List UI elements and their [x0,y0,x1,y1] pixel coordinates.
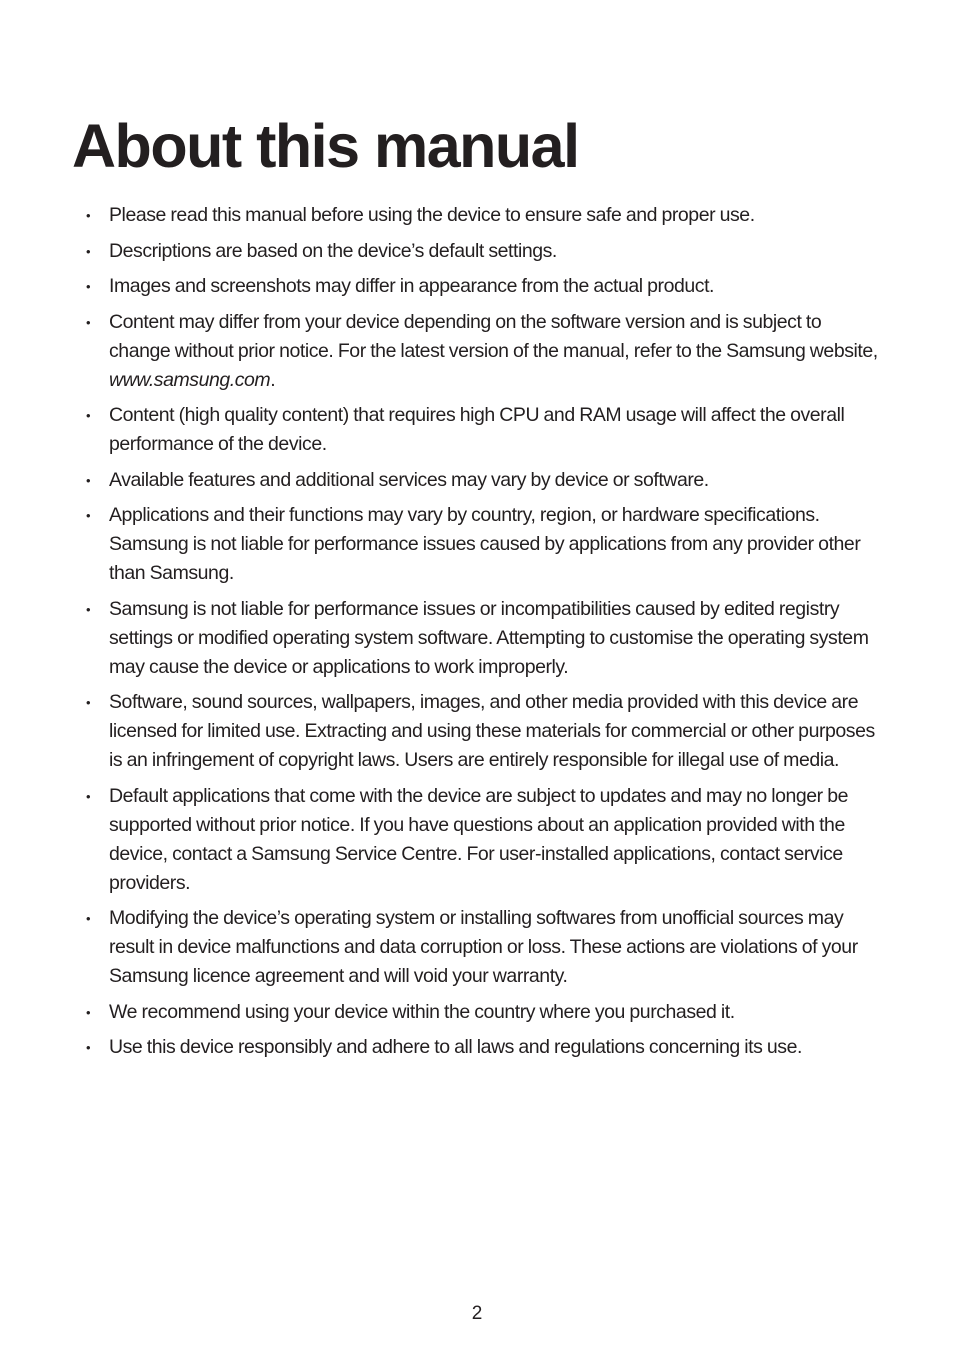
bullet-icon: • [86,279,91,294]
list-item [84,501,884,588]
list-item [84,466,884,495]
list-item-text: Available features and additional services may vary by device or software. [109,468,709,491]
bullet-icon: • [86,1040,91,1055]
bullet-icon: • [86,601,91,617]
list-item [84,237,884,266]
bullet-icon: • [86,243,91,259]
notice-list [84,201,884,1069]
bullet-icon: • [86,408,91,423]
list-item-text: Content may differ from your device depending on the software version and is subject to change without prior notice. For the latest version of the manual, refer to the Samsung website, [109,310,878,362]
list-item-text: Use this device responsibly and adhere to all laws and regulations concerning its use. [109,1036,802,1058]
samsung-website-link[interactable]: www.samsung.com [109,368,271,391]
list-item [84,201,884,230]
bullet-icon: • [86,1004,91,1020]
list-item [84,904,884,991]
bullet-icon: • [86,788,91,804]
list-item-text: Images and screenshots may differ in appearance from the actual product. [109,275,715,297]
page-number: 2 [471,1303,483,1324]
list-item-text: Content (high quality content) that requires high CPU and RAM usage will affect the overall performance of the device. [109,404,845,455]
list-item [84,782,884,898]
list-item [84,998,884,1027]
list-item [84,1033,884,1062]
page-title: About this manual [72,112,579,180]
bullet-icon: • [86,472,91,488]
bullet-icon: • [86,508,91,523]
list-item-text: Descriptions are based on the device’s default settings. [109,239,557,262]
list-item [84,308,884,395]
bullet-icon: • [86,911,91,926]
list-item-text: Modifying the device’s operating system or installing softwares from unofficial sources may result in device malfunctions and data corruption or loss. These actions are violations of your Samsung licence agreement and will void your warranty. [109,907,858,987]
bullet-icon: • [86,208,91,223]
list-item-text: We recommend using your device within the country where you purchased it. [109,1000,735,1023]
list-item-text: Applications and their functions may vary by country, region, or hardware specifications. Samsung is not liable for performance issues caused by applications from any provider other than Samsung. [109,504,861,584]
list-item [84,272,884,301]
list-item-text-end: . [270,368,276,391]
bullet-icon: • [86,695,91,710]
list-item-text: Samsung is not liable for performance issues or incompatibilities caused by edited registry settings or modified operating system software. Attempting to customise the operating system may cause the device or applications to work improperly. [109,597,869,678]
list-item [84,401,884,459]
list-item [84,688,884,775]
list-item-text: Please read this manual before using the device to ensure safe and proper use. [109,204,755,226]
bullet-icon: • [86,314,91,330]
list-item-text: Default applications that come with the device are subject to updates and may no longer be supported without prior notice. If you have questions about an application provided with the device, contact a Samsung Service Centre. For user-installed applications, contact service providers. [109,784,848,894]
list-item-text: Software, sound sources, wallpapers, images, and other media provided with this device are licensed for limited use. Extracting and using these materials for commercial or other purposes is an infringement of copyright laws. Users are entirely responsible for illegal use of media. [109,691,875,771]
list-item [84,595,884,682]
